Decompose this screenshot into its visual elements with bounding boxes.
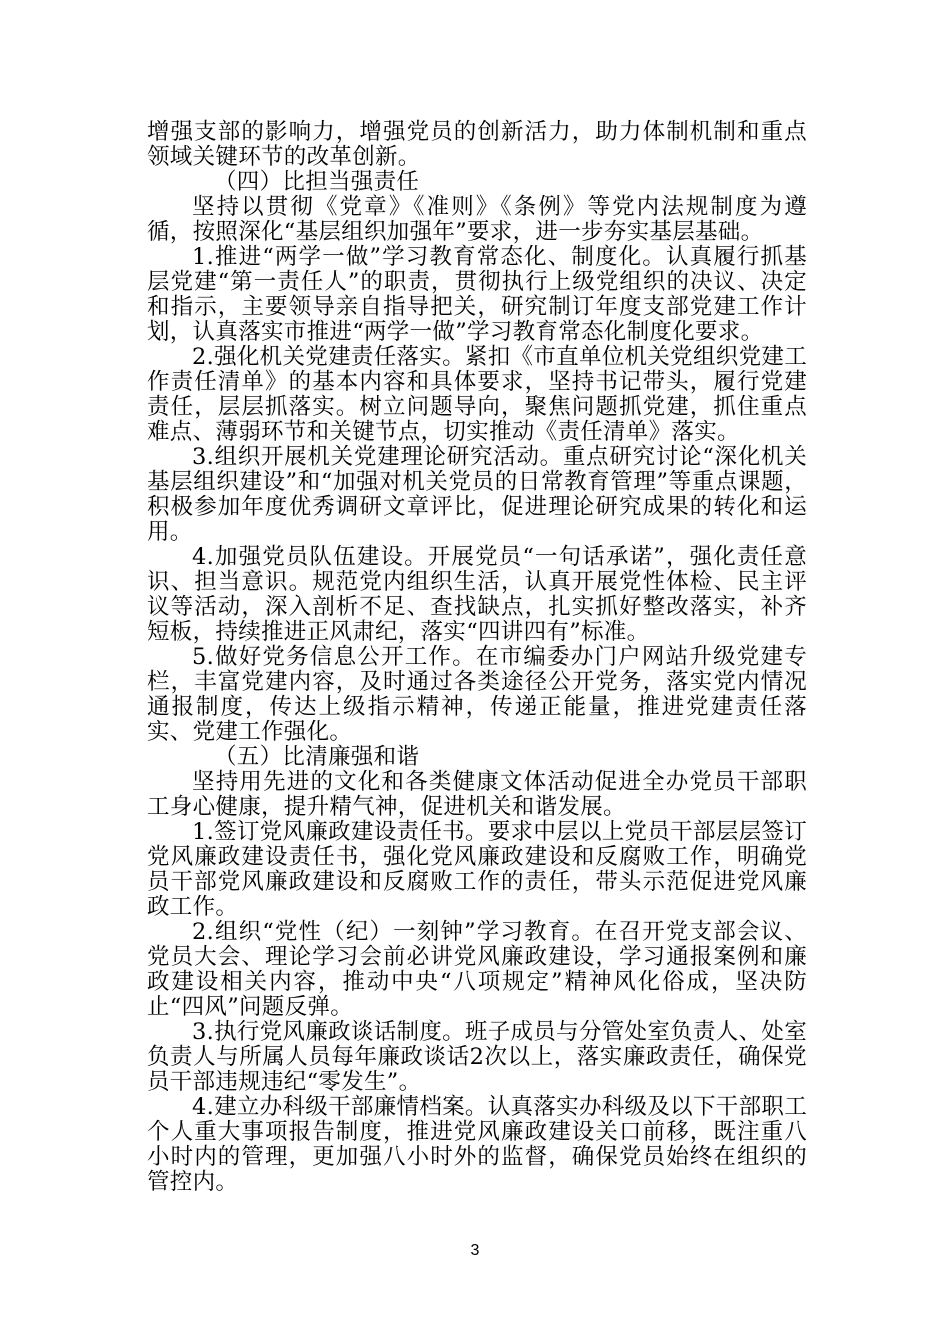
body-paragraph: 1.推进“两学一做”学习教育常态化、制度化。认真履行抓基层党建“第一责任人”的职责，贯彻执行上级党组织的决议、决定和指示，主要领导亲自指导把关，研究制订年度支部党建工作计划，认真落实市推进“两学一做”学习教育常态化制度化要求。 [147, 244, 807, 345]
body-paragraph: 4.建立办科级干部廉情档案。认真落实办科级及以下干部职工个人重大事项报告制度，推进党风廉政建设关口前移，既注重八小时内的管理，更加强八小时外的监督，确保党员始终在组织的管控内。 [147, 1094, 807, 1195]
body-paragraph: 增强支部的影响力，增强党员的创新活力，助力体制机制和重点领域关键环节的改革创新。 [147, 119, 807, 170]
body-paragraph: 坚持以贯彻《党章》《准则》《条例》等党内法规制度为遵循，按照深化“基层组织加强年”要求，进一步夯实基层基础。 [147, 194, 807, 245]
body-paragraph: 1.签订党风廉政建设责任书。要求中层以上党员干部层层签订党风廉政建设责任书，强化党风廉政建设和反腐败工作，明确党员干部党风廉政建设和反腐败工作的责任，带头示范促进党风廉政工作。 [147, 819, 807, 920]
body-paragraph: 3.执行党风廉政谈话制度。班子成员与分管处室负责人、处室负责人与所属人员每年廉政谈话2次以上，落实廉政责任，确保党员干部违规违纪“零发生”。 [147, 1019, 807, 1095]
section-heading: （五）比清廉强和谐 [214, 744, 420, 770]
body-paragraph: 3.组织开展机关党建理论研究活动。重点研究讨论“深化机关基层组织建设”和“加强对机关党员的日常教育管理”等重点课题，积极参加年度优秀调研文章评比，促进理论研究成果的转化和运用。 [147, 444, 807, 545]
body-paragraph: 2.强化机关党建责任落实。紧扣《市直单位机关党组织党建工作责任清单》的基本内容和具体要求，坚持书记带头，履行党建责任，层层抓落实。树立问题导向，聚焦问题抓党建，抓住重点难点、薄弱环节和关键节点，切实推动《责任清单》落实。 [147, 344, 807, 445]
body-paragraph: 2.组织“党性（纪）一刻钟”学习教育。在召开党支部会议、党员大会、理论学习会前必讲党风廉政建设，学习通报案例和廉政建设相关内容，推动中央“八项规定”精神风化俗成，坚决防止“四风”问题反弹。 [147, 919, 807, 1020]
body-paragraph: 4.加强党员队伍建设。开展党员“一句话承诺”，强化责任意识、担当意识。规范党内组织生活，认真开展党性体检、民主评议等活动，深入剖析不足、查找缺点，扎实抓好整改落实，补齐短板，持续推进正风肃纪，落实“四讲四有”标准。 [147, 544, 807, 645]
page-number: 3 [470, 1242, 480, 1259]
document-body [147, 120, 807, 1195]
section-heading: （四）比担当强责任 [214, 169, 420, 195]
body-paragraph: 坚持用先进的文化和各类健康文体活动促进全办党员干部职工身心健康，提升精气神，促进机关和谐发展。 [147, 769, 807, 820]
body-paragraph: 5.做好党务信息公开工作。在市编委办门户网站升级党建专栏，丰富党建内容，及时通过各类途径公开党务，落实党内情况通报制度，传达上级指示精神，传递正能量，推进党建责任落实、党建工作强化。 [147, 644, 807, 745]
